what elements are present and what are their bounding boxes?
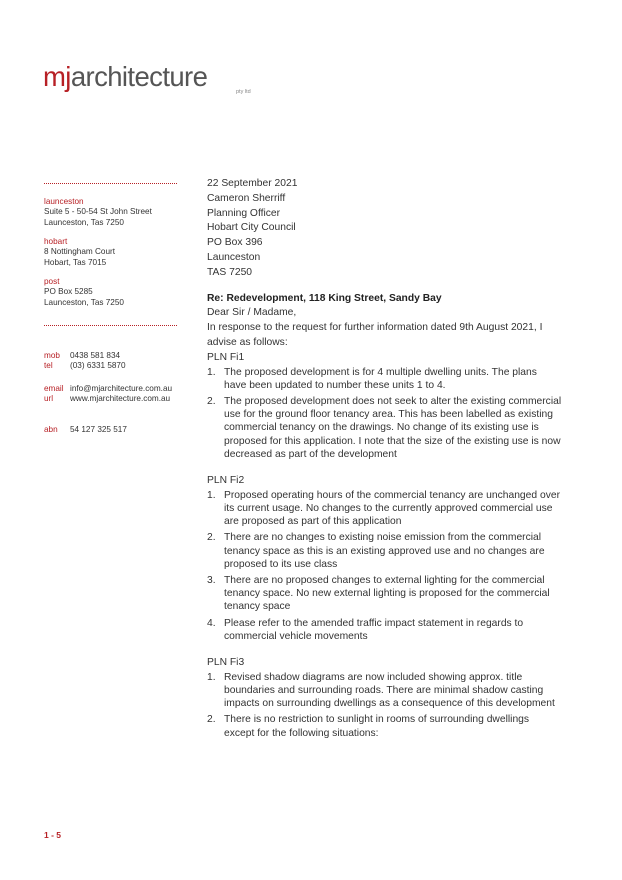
contact-tel: [44, 361, 184, 372]
contact-details: [44, 351, 184, 436]
contact-label: tel: [44, 361, 53, 371]
contact-value: 54 127 325 517: [70, 424, 127, 434]
page-number: 1 - 5: [44, 830, 62, 840]
office-address-line: Launceston, Tas 7250: [44, 217, 124, 227]
list-item: 1. Proposed operating hours of the commercial tenancy are unchanged over its current usage. No changes to the currently approved commercial use are proposed as part of this application: [207, 489, 560, 528]
recipient-line: Hobart City Council: [207, 222, 296, 234]
list-item: 3. There are no proposed changes to external lighting for the commercial tenancy space. No new external lighting is proposed for the commercial tenancy space: [207, 575, 550, 613]
dotted-divider-bottom: [44, 325, 177, 326]
office-address-line: 8 Nottingham Court: [44, 247, 115, 257]
contact-email: [44, 384, 184, 395]
office-launceston: [44, 197, 184, 228]
section-heading: PLN Fi2: [207, 474, 245, 486]
list-item: 2. There is no restriction to sunlight in rooms of surrounding dwellings except for the following situations:: [207, 714, 530, 739]
section-list: [207, 366, 562, 461]
contact-label: mob: [44, 350, 60, 360]
letterhead-sidebar: [44, 176, 184, 436]
contact-value[interactable]: www.mjarchitecture.com.au: [70, 394, 171, 404]
logo-wordmark: [43, 62, 273, 92]
contact-url: [44, 394, 184, 405]
contact-mob: [44, 351, 184, 362]
office-address-line: Launceston, Tas 7250: [44, 297, 124, 307]
contact-label: url: [44, 394, 54, 404]
recipient-line: Planning Officer: [207, 207, 281, 219]
subject-line: Re: Redevelopment, 118 King Street, Sandy Bay: [207, 292, 442, 304]
section-list: [207, 489, 562, 643]
list-item: 2. There are no changes to existing noise emission from the commercial tenancy space as this is an existing approved use and no changes are proposed to its use class: [207, 532, 545, 570]
list-item: 1. The proposed development is for 4 multiple dwelling units. The plans have been updated to number these units 1 to 4.: [207, 366, 537, 391]
office-label: post: [44, 277, 60, 287]
list-item: 4. Please refer to the amended traffic impact statement in regards to commercial vehicle movements: [207, 617, 524, 642]
logo-mj: mj: [43, 61, 71, 92]
list-item: 1. Revised shadow diagrams are now included showing approx. title boundaries and surrounding roads. There are minimal shadow casting impacts on surrounding dwellings as a consequence of this development: [207, 671, 555, 710]
recipient-address: [207, 192, 562, 281]
intro-paragraph: In response to the request for further information dated 9th August 2021, I advise as follows:: [207, 322, 543, 348]
contact-value[interactable]: (03) 6331 5870: [70, 361, 126, 371]
office-hobart: [44, 237, 184, 268]
contact-value[interactable]: 0438 581 834: [70, 350, 121, 360]
section-heading: PLN Fi3: [207, 657, 245, 669]
logo-architecture: architecture: [70, 61, 208, 92]
list-item: 2. The proposed development does not seek to alter the existing commercial use for the ground floor tenancy area. This has been labelled as existing commercial tenancy on the drawings. No change of its existing use is proposed for this application. I note that the size of the existing use is now decreased as part of the development: [207, 395, 562, 460]
contact-label: email: [44, 383, 64, 393]
section-list: [207, 671, 562, 740]
recipient-line: Launceston: [207, 251, 261, 263]
logo-pty-ltd: pty ltd: [236, 89, 251, 95]
office-address-line: Suite 5 - 50-54 St John Street: [44, 207, 152, 216]
office-label: hobart: [44, 237, 68, 247]
contact-label: abn: [44, 424, 58, 434]
recipient-line: Cameron Sherriff: [207, 192, 286, 204]
office-address-line: Hobart, Tas 7015: [44, 257, 107, 267]
recipient-line: TAS 7250: [207, 266, 253, 278]
contact-abn: [44, 425, 184, 436]
section-heading: PLN Fi1: [207, 351, 245, 363]
office-post: [44, 277, 184, 308]
recipient-line: PO Box 396: [207, 237, 263, 249]
salutation: Dear Sir / Madame,: [207, 307, 297, 319]
dotted-divider-top: [44, 183, 177, 184]
office-label: launceston: [44, 197, 84, 206]
office-address-line: PO Box 5285: [44, 287, 93, 297]
letter-date: 22 September 2021: [207, 178, 298, 189]
company-logo: [43, 62, 273, 100]
letter-body: [207, 177, 562, 753]
contact-value[interactable]: info@mjarchitecture.com.au: [70, 383, 173, 393]
